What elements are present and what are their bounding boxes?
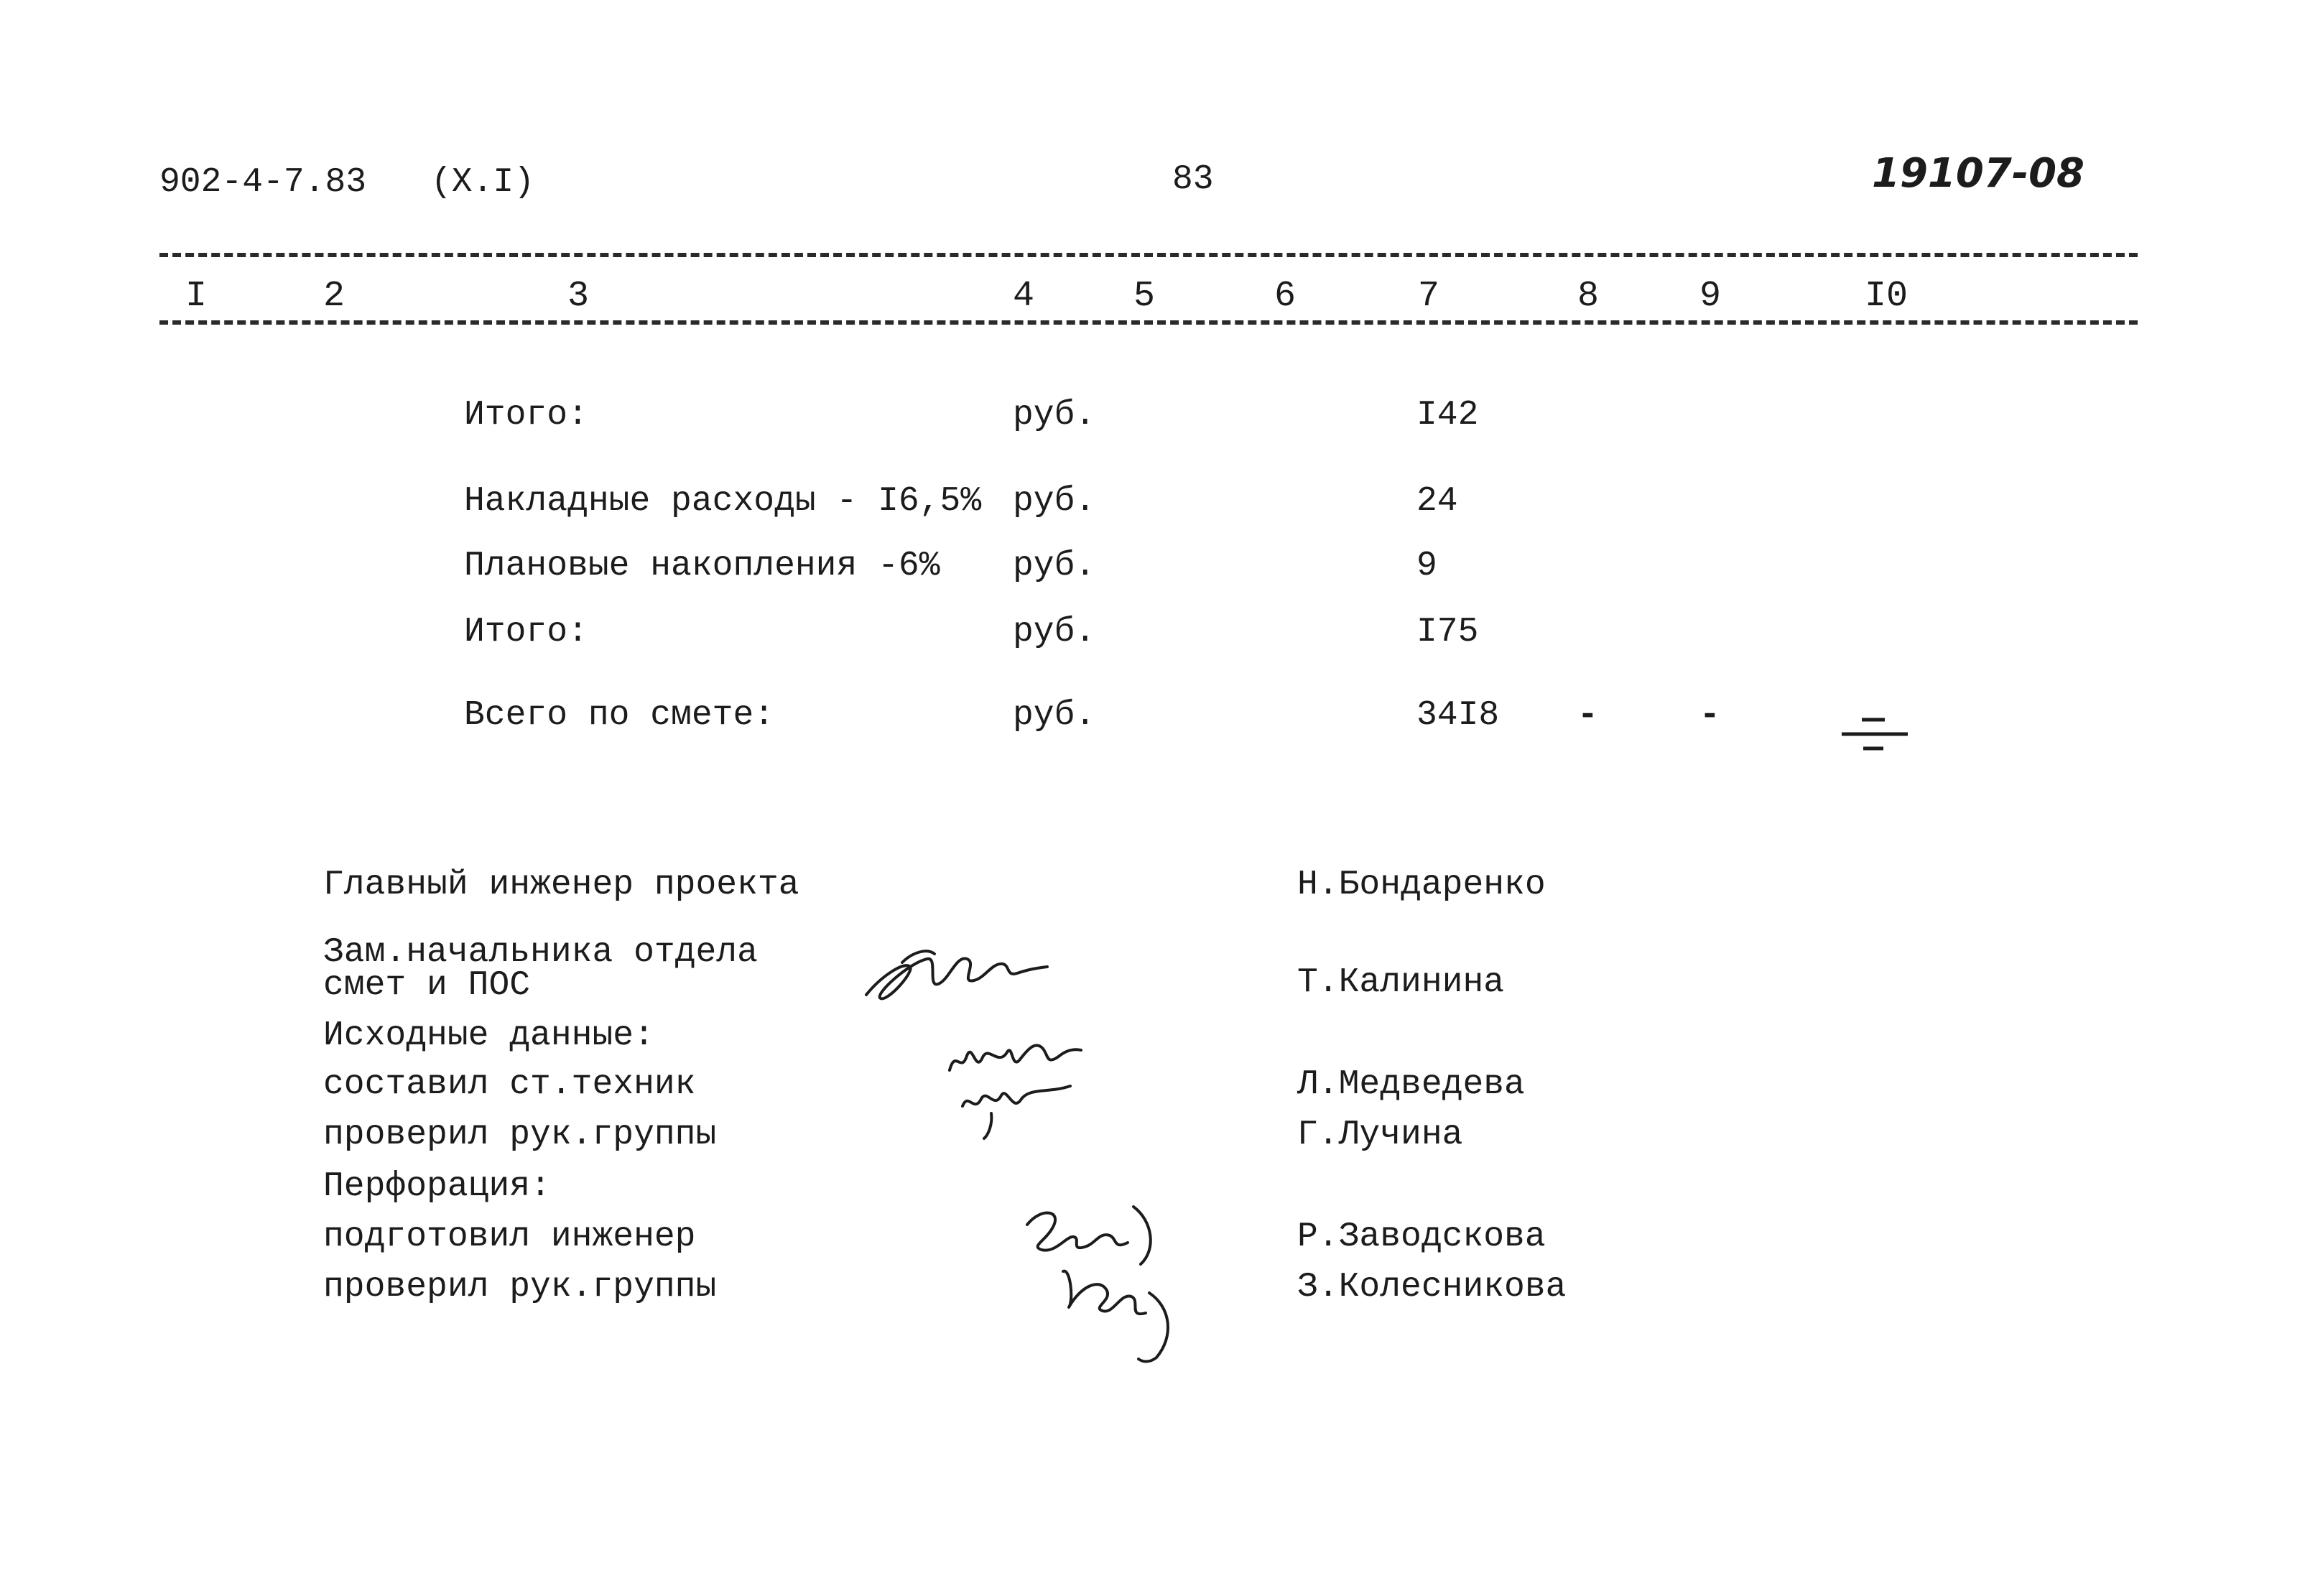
- column-number: 5: [1133, 276, 1156, 317]
- row-unit: руб.: [1013, 482, 1096, 521]
- top-dashed-rule: [159, 253, 2138, 257]
- signature-name: Н.Бондаренко: [1297, 866, 1546, 904]
- column-number: I: [185, 276, 208, 317]
- signature-role: Исходные данные:: [323, 1016, 654, 1055]
- row-value: I75: [1416, 613, 1479, 651]
- sheet-code: 19107-08: [1872, 150, 2084, 197]
- signature-name: Т.Калинина: [1297, 963, 1505, 1002]
- column-number: 2: [323, 276, 345, 317]
- signature-role: проверил рук.группы: [323, 1115, 717, 1154]
- document-code: 902-4-7.83: [159, 163, 367, 202]
- row-value: I42: [1416, 396, 1479, 435]
- handwritten-signature-icon: [1013, 1192, 1214, 1365]
- signature-name: З.Колесникова: [1297, 1268, 1567, 1307]
- row-label: Итого:: [464, 613, 588, 651]
- row-unit: руб.: [1013, 613, 1096, 651]
- row-label: Накладные расходы - I6,5%: [464, 482, 982, 521]
- signature-name: Г.Лучина: [1297, 1115, 1463, 1154]
- column-number: 6: [1274, 276, 1297, 317]
- column-number: 8: [1577, 276, 1600, 317]
- signature-role: Перфорация:: [323, 1167, 551, 1206]
- handwritten-signature-icon: [859, 934, 1053, 1013]
- signature-role: проверил рук.группы: [323, 1268, 717, 1307]
- signature-role-line2: смет и ПОС: [323, 966, 531, 1005]
- row-label: Плановые накопления -6%: [464, 547, 940, 585]
- column-number: 9: [1699, 276, 1722, 317]
- row-unit: руб.: [1013, 547, 1096, 585]
- row-col8-value: -: [1577, 696, 1598, 735]
- equals-mark-icon: [1839, 714, 1911, 766]
- column-number: 4: [1013, 276, 1035, 317]
- signature-name: Р.Заводскова: [1297, 1217, 1546, 1256]
- row-value: 24: [1416, 482, 1458, 521]
- signature-role: Главный инженер проекта: [323, 866, 799, 904]
- handwritten-signature-icon: [941, 1027, 1085, 1149]
- column-number: 3: [567, 276, 590, 317]
- column-number: 7: [1418, 276, 1440, 317]
- row-unit: руб.: [1013, 696, 1096, 735]
- row-label: Всего по смете:: [464, 696, 775, 735]
- row-value: 9: [1416, 547, 1437, 585]
- signature-name: Л.Медведева: [1297, 1065, 1525, 1104]
- signature-role: Зам.начальника отдела: [323, 933, 758, 972]
- row-value: 34I8: [1416, 696, 1500, 735]
- page-number: 83: [1172, 160, 1214, 199]
- row-unit: руб.: [1013, 396, 1096, 435]
- row-label: Итого:: [464, 396, 588, 435]
- bottom-dashed-rule: [159, 320, 2138, 325]
- signature-role: составил ст.техник: [323, 1065, 696, 1104]
- column-number: I0: [1865, 276, 1909, 317]
- section-code: (X.I): [431, 163, 535, 202]
- row-col9-value: -: [1699, 696, 1720, 735]
- signature-role: подготовил инженер: [323, 1217, 696, 1256]
